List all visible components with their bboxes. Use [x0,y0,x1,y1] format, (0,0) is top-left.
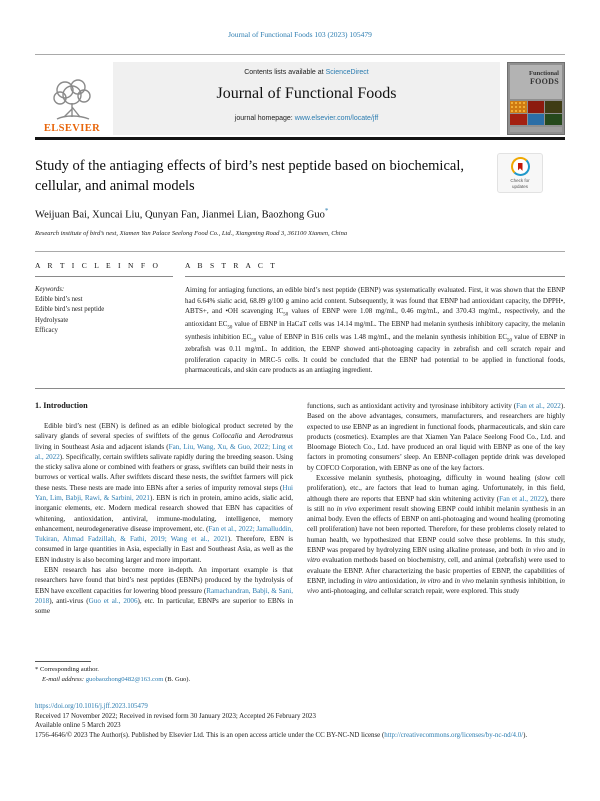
keyword-item: Edible bird’s nest [35,296,83,304]
footnote-separator [35,661,91,662]
license-link[interactable]: http://creativecommons.org/licenses/by-nc-nd/4.0/ [384,731,524,739]
abstract-section [185,261,565,376]
citation-link[interactable]: Fan et al., 2022 [499,494,545,503]
article-title: Study of the antiaging effects of bird’s nest peptide based on biochemical, cellular, and animal models [35,158,464,194]
cover-image-tiles [510,101,562,125]
citation-link[interactable]: Fan et al., 2022; Jamalluddin, Tukiran, Ahmad Fadzillah, & Fathi, 2019; Wang et al., 2021 [35,524,293,544]
check-updates-label: Check for updates [510,178,530,189]
article-info-heading: A R T I C L E I N F O [35,261,161,270]
introduction-heading: 1. Introduction [35,401,88,410]
license-suffix: ). [523,731,528,739]
license-line [35,731,565,741]
cover-tile [545,101,562,113]
check-for-updates-badge[interactable] [497,153,543,193]
cover-title-line2: FOODS [529,76,559,86]
masthead [35,62,565,135]
journal-homepage-link[interactable]: www.elsevier.com/locate/jff [294,115,379,122]
abstract-rule [185,276,565,277]
journal-cover-thumbnail[interactable] [507,62,565,135]
cover-title-line1: Functional [529,70,559,77]
keyword-item: Hydrolysate [35,316,69,324]
homepage-line [113,115,500,122]
elsevier-tree-icon [51,77,93,123]
corresponding-author-footnote [35,661,293,685]
bookmark-icon [518,163,523,171]
authors-line [35,207,328,221]
title-block-divider [35,251,565,252]
email-label: E-mail address: [42,675,85,683]
citation-link[interactable]: Fan et al., 2022 [516,402,561,410]
doi-link[interactable]: https://doi.org/10.1016/j.jff.2023.105479 [35,703,148,710]
author-names: Weijuan Bai, Xuncai Liu, Qunyan Fan, Jianmei Lian, Baozhong Guo [35,209,325,221]
citation-link[interactable]: Ramachandran, Babji, & Sani, 2018 [35,586,293,605]
cover-tile [510,101,527,113]
journal-title: Journal of Functional Foods [216,85,397,102]
email-link[interactable]: guobaozhong0482@163.com [85,675,164,683]
cover-footer-strip [510,127,562,132]
cover-title-block [510,65,562,99]
crossmark-icon [511,157,530,176]
keyword-item: Efficacy [35,326,58,334]
abstract-bottom-rule [35,388,565,389]
intro-paragraph: Edible bird’s nest (EBN) is defined as an edible biological product secreted by the salivary glands of several species of swiftlets of the genus Collocalia and Aerodramus living in Southeast Asia and adjacent islands (Fan, Liu, Wang, Xu, & Guo, 2022; Ling et al., 2022). Specifically, certain swiftlets salivate rapidly during the breeding season. Using the sticky saliva alone or combined with feathers or grass, swiftlets can build their nests in burrows or vertical walls. After swiftlets discard these nests, the swiftlet farmers will pick these nests. These nests are made into EBNs after a series of impurity removal steps (Hui Yan, Lim, Babji, Rawi, & Sarbini, 2021). EBN is rich in protein, amino acids, sialic acid, inorganic elements, etc. Modern medical research showed that EBN has capacities of whitening, antioxidation, antiviral, immune-modulating, intelligence, memory enhancement, neurodegenerative disease improvement, etc. (Fan et al., 2022; Jamalluddin, Tukiran, Ahmad Fadzillah, & Fathi, 2019; Wang et al., 2021). Therefore, EBN is consumed in large quantities in Asia, especially in East and Southeast Asia, as well as the EBN industry is also becoming larger and more important. [35,422,293,564]
citation-link[interactable]: Hui Yan, Lim, Babji, Rawi, & Sarbini, 2021 [35,483,293,502]
email-line [35,675,293,685]
citation-link[interactable]: Guo et al., 2006 [88,596,138,605]
masthead-bottom-rule [35,137,565,140]
body-left-column [35,401,293,657]
elsevier-wordmark: ELSEVIER [43,123,101,134]
available-online-line: Available online 5 March 2023 [35,722,121,730]
sciencedirect-link[interactable]: ScienceDirect [325,69,369,76]
homepage-prefix: journal homepage: [234,115,295,122]
received-dates-line: Received 17 November 2022; Received in revised form 30 January 2023; Accepted 26 February 2023 [35,712,316,720]
contents-line [113,69,500,76]
cover-tile [510,114,527,126]
cover-tile [528,114,545,126]
cover-tile [528,101,545,113]
header-divider [35,54,565,55]
citation-link[interactable]: Fan, Liu, Wang, Xu, & Guo, 2022; Ling et al., 2022 [35,442,293,461]
elsevier-logo[interactable] [35,62,109,135]
contents-prefix: Contents lists available at [244,69,326,76]
cover-tile [545,114,562,126]
body-right-column [307,401,565,663]
article-footer [35,702,565,741]
article-info-section [35,261,173,336]
email-suffix: (B. Guo). [163,675,191,683]
journal-banner [113,62,500,135]
keywords-label: Keywords: [35,286,65,293]
corresponding-author-line: * Corresponding author. [35,666,99,673]
license-text: 1756-4646/© 2023 The Author(s). Published by Elsevier Ltd. This is an open access article under the CC BY-NC-ND license ( [35,731,385,739]
intro-paragraph: EBN research has also become more in-depth. An important example is that researchers have found that bird’s nest peptides (EBNPs) produced by the hydrolysis of EBN have excellent capacities for lowering blood pressure (Ramachandran, Babji, & Sani, 2018), anti-virus (Guo et al., 2006), etc. In particular, EBNPs are superior to EBNs in some [35,565,293,616]
corresponding-author-marker[interactable]: * [324,207,329,215]
keyword-item: Edible bird’s nest peptide [35,306,105,314]
abstract-heading: A B S T R A C T [185,261,278,270]
affiliation: Research institute of bird’s nest, Xiamen Yan Palace Seelong Food Co., Ltd., Xiangming Road 3, 361100 Xiamen, China [35,230,348,237]
intro-paragraph: Excessive melanin synthesis, photoaging, difficulty in wound healing (slow cell proliferation), etc., are factors that lead to human aging. Unfortunately, in this field, although there are reports that EBNP had skin whitening activity (Fan et al., 2022), there is still no in vivo experiment result showing EBNP could inhibit melanin synthesis in an animal body. Even the effects of EBNP on anti-photoaging and wound healing (promoting cell proliferation) have not been reported. Therefore, for these problems closely related to human health, we hypothesized that EBNP could solve these problems. In this study, EBNP was prepared by hydrolyzing EBN using alkaline protease, and both in vivo and in vitro evaluation methods based on biochemistry, cell, and animal (zebrafish) were used to evaluate the EBNP. After characterizing the basic properties of EBNP, the capabilities of EBNP, including in vitro antioxidation, in vitro and in vivo melanin synthesis inhibition, in vivo anti-photoaging, and cellular scratch repair, were explored. This study [307,473,565,596]
abstract-text: Aiming for antiaging functions, an edible bird’s nest peptide (EBNP) was systematically evaluated. First, it was shown that the EBNP had 6.64% sialic acid, 68.89 g/100 g amino acid content. Subsequently, it was found that EBNP had antioxidant capacity, the DPPH•, ABTS+, and •OH scavenging $IC_{50}$ values of EBNP were 1.08 mg/mL, 0.46 mg/mL, and 370.43 mg/mL, respectively, and the antioxidant $EC_{50}$ value of EBNP in HaCaT cells was 14.14 mg/mL. The EBNP had melanin synthesis inhibitory capacity, the melanin synthesis inhibition $EC_{50}$ value of EBNP in B16 cells was 1.48 mg/mL, and the melanin synthesis inhibition $EC_{50}$ value of EBNP in zebrafish was 0.11 mg/mL. In addition, the EBNP showed anti-photoaging capacity in zebrafish and cell scratch repair and proliferation capacity in MRC-5 cells. It could be concluded that the EBNP had potential to be applied in functional foods, pharmaceuticals, and skin care products as an antiaging ingredient. [185,286,565,375]
journal-citation-header: Journal of Functional Foods 103 (2023) 105479 [228,30,372,39]
article-info-rule [35,276,173,277]
intro-paragraph: functions, such as antioxidant activity and tyrosinase inhibitory activity (Fan et al., 2022). Based on the above advantages, consumers, manufacturers, and researchers are highly expected to use EBNP as an ingredient in functional foods, pharmaceuticals, and skin care products (cosmetics). Examples are that Xiamen Yan Palace Seelong Food Co., Ltd. and Bloomage Biotech Co., Ltd. have produced an oral liquid with EBNP as one of the key factors in promoting consumers’ sleep. An EBNP-collagen peptide drink was developed by COFCO Corporation, with EBNP as one of the key factors. [307,402,565,472]
